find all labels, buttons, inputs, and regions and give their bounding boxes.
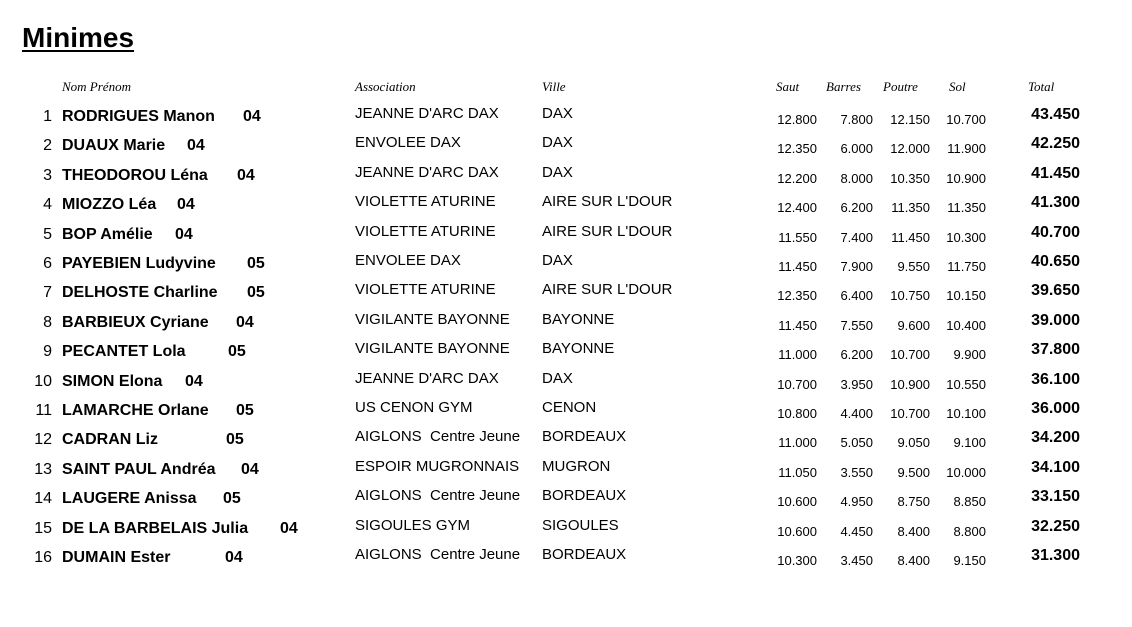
sol-score: 11.750: [947, 259, 986, 274]
saut-score: 10.600: [777, 494, 817, 510]
name-cell: DUMAIN Ester: [62, 549, 171, 566]
barres-score: 6.200: [840, 200, 873, 216]
name-cell: LAUGERE Anissa: [62, 490, 197, 508]
barres-score: 6.000: [840, 141, 873, 157]
rank-cell: 16: [34, 549, 52, 566]
name-cell: SIMON Elona: [62, 372, 163, 390]
barres-score: 4.400: [840, 406, 873, 421]
year-cell: 04: [241, 460, 259, 478]
year-cell: 05: [247, 284, 265, 302]
header-name: Nom Prénom: [62, 79, 131, 94]
association-cell: VIOLETTE ATURINE: [355, 193, 496, 211]
rank-cell: 15: [34, 519, 52, 537]
total-score: 43.450: [1031, 106, 1080, 123]
association-cell: US CENON GYM: [355, 399, 473, 416]
table-row: [0, 369, 1132, 402]
total-score: 42.250: [1031, 135, 1080, 153]
saut-score: 11.050: [778, 464, 817, 480]
poutre-score: 11.450: [891, 229, 930, 245]
ville-cell: CENON: [542, 399, 597, 416]
sol-score: 9.150: [953, 553, 986, 568]
ville-cell: SIGOULES: [542, 516, 619, 534]
saut-score: 12.800: [777, 112, 817, 127]
name-cell: SAINT PAUL Andréa: [62, 460, 216, 478]
year-cell: 05: [247, 255, 265, 272]
poutre-score: 9.050: [897, 435, 930, 451]
year-cell: 04: [187, 137, 205, 155]
table-row: [0, 546, 1132, 578]
sol-score: 11.900: [947, 141, 986, 157]
year-cell: 04: [236, 313, 254, 331]
poutre-score: 10.700: [890, 406, 930, 421]
poutre-score: 8.750: [897, 494, 930, 510]
barres-score: 3.550: [840, 464, 873, 480]
year-cell: 05: [223, 490, 241, 508]
name-cell: DELHOSTE Charline: [62, 284, 218, 302]
table-row: [0, 105, 1132, 137]
year-cell: 04: [243, 108, 261, 125]
sol-score: 8.800: [953, 523, 986, 539]
association-cell: ESPOIR MUGRONNAIS: [355, 457, 520, 475]
saut-score: 11.550: [778, 229, 817, 245]
table-row: [0, 487, 1132, 519]
rank-cell: 8: [43, 313, 52, 331]
total-score: 41.300: [1031, 194, 1080, 212]
sol-score: 8.850: [953, 494, 986, 510]
rank-cell: 5: [43, 225, 52, 243]
saut-score: 10.700: [777, 376, 817, 392]
table-row: [0, 457, 1132, 490]
saut-score: 10.800: [777, 406, 817, 421]
barres-score: 4.950: [840, 494, 873, 510]
poutre-score: 9.600: [897, 317, 930, 333]
saut-score: 11.000: [778, 347, 817, 363]
saut-score: 11.000: [778, 435, 817, 451]
page-title: Minimes: [22, 22, 135, 53]
table-row: [0, 428, 1132, 460]
barres-score: 4.450: [840, 523, 873, 539]
rank-cell: 2: [43, 137, 52, 155]
association-cell: AIGLONS Centre Jeune: [355, 487, 521, 505]
total-score: 40.700: [1031, 223, 1080, 241]
total-score: 36.000: [1031, 400, 1080, 417]
rank-cell: 13: [34, 460, 52, 478]
barres-score: 8.000: [840, 170, 873, 186]
rank-cell: 10: [34, 372, 52, 390]
name-cell: THEODOROU Léna: [62, 166, 208, 184]
rank-cell: 11: [35, 402, 52, 419]
ville-cell: DAX: [542, 252, 573, 269]
total-score: 31.300: [1031, 547, 1080, 564]
poutre-score: 10.700: [890, 347, 930, 363]
total-score: 34.200: [1031, 429, 1080, 447]
name-cell: RODRIGUES Manon: [62, 108, 215, 125]
ville-cell: BORDEAUX: [542, 546, 627, 563]
association-cell: JEANNE D'ARC DAX: [355, 163, 499, 181]
year-cell: 04: [225, 549, 243, 566]
sol-score: 10.900: [946, 170, 986, 186]
poutre-score: 12.150: [890, 112, 930, 127]
ville-cell: DAX: [542, 134, 573, 152]
rank-cell: 14: [34, 490, 52, 508]
rank-cell: 4: [43, 196, 52, 214]
poutre-score: 9.500: [897, 464, 930, 480]
barres-score: 7.400: [840, 229, 873, 245]
sol-score: 10.150: [946, 288, 986, 304]
total-score: 34.100: [1031, 458, 1080, 476]
barres-score: 3.950: [840, 376, 873, 392]
ville-cell: DAX: [542, 105, 573, 122]
year-cell: 05: [228, 343, 246, 361]
table-row: [0, 193, 1132, 225]
table-row: [0, 340, 1132, 372]
rank-cell: 12: [34, 431, 52, 449]
saut-score: 12.400: [777, 200, 817, 216]
rank-cell: 1: [43, 108, 52, 125]
total-score: 36.100: [1031, 370, 1080, 388]
rank-cell: 9: [43, 343, 52, 361]
total-score: 33.150: [1031, 488, 1080, 506]
barres-score: 3.450: [840, 553, 873, 568]
header-total: Total: [1028, 79, 1055, 94]
association-cell: SIGOULES GYM: [355, 516, 471, 534]
header-ville: Ville: [542, 79, 566, 94]
total-score: 40.650: [1031, 253, 1080, 270]
table-row: [0, 516, 1132, 549]
saut-score: 11.450: [778, 317, 817, 333]
table-row: [0, 310, 1132, 343]
ville-cell: DAX: [542, 369, 573, 387]
year-cell: 04: [177, 196, 195, 214]
name-cell: BOP Amélie: [62, 225, 153, 243]
header-barres: Barres: [826, 79, 861, 94]
ville-cell: BORDEAUX: [542, 487, 627, 505]
association-cell: VIOLETTE ATURINE: [355, 222, 496, 240]
barres-score: 6.200: [840, 347, 873, 363]
ville-cell: DAX: [542, 163, 573, 181]
ville-cell: AIRE SUR L'DOUR: [542, 193, 673, 211]
table-row: [0, 252, 1132, 284]
poutre-score: 10.750: [890, 288, 930, 304]
poutre-score: 11.350: [891, 200, 930, 216]
sol-score: 10.000: [946, 464, 986, 480]
year-cell: 05: [236, 402, 254, 419]
table-row: [0, 399, 1132, 431]
poutre-score: 8.400: [897, 553, 930, 568]
sol-score: 10.300: [946, 229, 986, 245]
sol-score: 11.350: [947, 200, 986, 216]
name-cell: MIOZZO Léa: [62, 196, 157, 214]
barres-score: 5.050: [840, 435, 873, 451]
sol-score: 10.100: [946, 406, 986, 421]
association-cell: VIGILANTE BAYONNE: [355, 310, 510, 328]
saut-score: 10.600: [777, 523, 817, 539]
barres-score: 7.900: [840, 259, 873, 274]
poutre-score: 9.550: [897, 259, 930, 274]
sol-score: 10.700: [946, 112, 986, 127]
sol-score: 9.900: [953, 347, 986, 363]
saut-score: 11.450: [778, 259, 817, 274]
association-cell: VIOLETTE ATURINE: [355, 281, 496, 299]
ville-cell: AIRE SUR L'DOUR: [542, 281, 673, 299]
association-cell: JEANNE D'ARC DAX: [355, 369, 499, 387]
name-cell: PAYEBIEN Ludyvine: [62, 255, 216, 272]
association-cell: JEANNE D'ARC DAX: [355, 105, 499, 122]
association-cell: ENVOLEE DAX: [355, 252, 461, 269]
sol-score: 10.550: [946, 376, 986, 392]
rank-cell: 7: [43, 284, 52, 302]
saut-score: 12.200: [777, 170, 817, 186]
name-cell: DUAUX Marie: [62, 137, 166, 155]
ville-cell: AIRE SUR L'DOUR: [542, 222, 673, 240]
name-cell: DE LA BARBELAIS Julia: [62, 519, 249, 537]
poutre-score: 10.900: [890, 376, 930, 392]
poutre-score: 8.400: [897, 523, 930, 539]
year-cell: 04: [280, 519, 298, 537]
saut-score: 12.350: [777, 288, 817, 304]
total-score: 39.650: [1031, 282, 1080, 300]
saut-score: 12.350: [777, 141, 817, 157]
barres-score: 7.550: [840, 317, 873, 333]
year-cell: 04: [185, 372, 203, 390]
name-cell: BARBIEUX Cyriane: [62, 313, 209, 331]
ville-cell: BORDEAUX: [542, 428, 627, 446]
table-row: [0, 222, 1132, 255]
header-association: Association: [355, 79, 416, 94]
rank-cell: 3: [43, 166, 52, 184]
name-cell: LAMARCHE Orlane: [62, 402, 209, 419]
header-poutre: Poutre: [883, 79, 918, 94]
ville-cell: BAYONNE: [542, 310, 615, 328]
total-score: 32.250: [1031, 517, 1080, 535]
association-cell: AIGLONS Centre Jeune: [355, 428, 521, 446]
barres-score: 7.800: [840, 112, 873, 127]
table-row: [0, 134, 1132, 166]
ville-cell: MUGRON: [542, 457, 611, 475]
ville-cell: BAYONNE: [542, 340, 615, 358]
total-score: 41.450: [1031, 164, 1080, 182]
association-cell: AIGLONS Centre Jeune: [355, 546, 521, 563]
association-cell: ENVOLEE DAX: [355, 134, 461, 152]
header-saut: Saut: [776, 79, 800, 94]
year-cell: 04: [175, 225, 193, 243]
saut-score: 10.300: [777, 553, 817, 568]
total-score: 37.800: [1031, 341, 1080, 359]
rank-cell: 6: [43, 255, 52, 272]
name-cell: PECANTET Lola: [62, 343, 186, 361]
association-cell: VIGILANTE BAYONNE: [355, 340, 510, 358]
poutre-score: 10.350: [890, 170, 930, 186]
name-cell: CADRAN Liz: [62, 431, 158, 449]
poutre-score: 12.000: [890, 141, 930, 157]
sol-score: 10.400: [946, 317, 986, 333]
header-sol: Sol: [949, 79, 966, 94]
total-score: 39.000: [1031, 311, 1080, 329]
table-row: [0, 163, 1132, 196]
sol-score: 9.100: [953, 435, 986, 451]
year-cell: 05: [226, 431, 244, 449]
table-row: [0, 281, 1132, 313]
barres-score: 6.400: [840, 288, 873, 304]
year-cell: 04: [237, 166, 255, 184]
